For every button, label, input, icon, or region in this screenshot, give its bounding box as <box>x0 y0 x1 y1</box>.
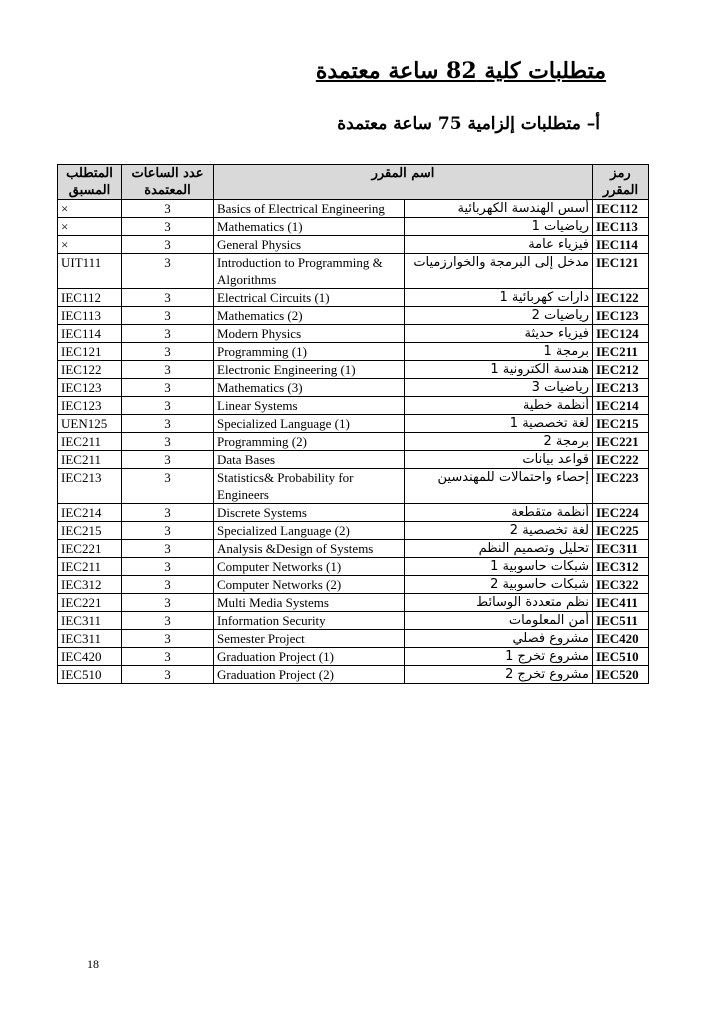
hours-cell: 3 <box>122 236 214 254</box>
hours-cell: 3 <box>122 522 214 540</box>
course-name-ar: شبكات حاسوبية 2 <box>405 576 593 594</box>
hours-cell: 3 <box>122 612 214 630</box>
hours-cell: 3 <box>122 469 214 504</box>
prereq-cell: IEC211 <box>58 451 122 469</box>
hours-cell: 3 <box>122 361 214 379</box>
course-name-ar: مشروع فصلي <box>405 630 593 648</box>
course-code: IEC112 <box>593 200 649 218</box>
section-subtitle: أ– متطلبات إلزامية 75 ساعة معتمدة <box>337 114 600 134</box>
table-row <box>58 522 649 540</box>
hours-cell: 3 <box>122 307 214 325</box>
prereq-cell: × <box>58 218 122 236</box>
course-name-en: Computer Networks (2) <box>214 576 405 594</box>
course-name-ar: قواعد بيانات <box>405 451 593 469</box>
course-code: IEC221 <box>593 433 649 451</box>
prereq-cell: × <box>58 236 122 254</box>
course-name-en: Programming (2) <box>214 433 405 451</box>
page-number: 18 <box>87 957 99 971</box>
course-code: IEC311 <box>593 540 649 558</box>
hours-cell: 3 <box>122 451 214 469</box>
prereq-cell: IEC221 <box>58 594 122 612</box>
course-name-en: Linear Systems <box>214 397 405 415</box>
hours-cell: 3 <box>122 343 214 361</box>
course-code: IEC114 <box>593 236 649 254</box>
course-name-ar: برمجة 1 <box>405 343 593 361</box>
hours-cell: 3 <box>122 540 214 558</box>
course-code: IEC213 <box>593 379 649 397</box>
course-name-ar: أنظمة متقطعة <box>405 504 593 522</box>
prereq-cell: IEC113 <box>58 307 122 325</box>
course-name-en: Introduction to Programming & Algorithms <box>214 254 405 289</box>
prereq-cell: IEC420 <box>58 648 122 666</box>
course-code: IEC123 <box>593 307 649 325</box>
course-name-en: Graduation Project (2) <box>214 666 405 684</box>
course-name-en: Electronic Engineering (1) <box>214 361 405 379</box>
header-prereq: المتطلب المسبق <box>58 165 122 200</box>
course-name-ar: رياضيات 1 <box>405 218 593 236</box>
hours-cell: 3 <box>122 325 214 343</box>
course-code: IEC511 <box>593 612 649 630</box>
prereq-cell: IEC221 <box>58 540 122 558</box>
prereq-cell: IEC211 <box>58 433 122 451</box>
course-name-ar: هندسة الكترونية 1 <box>405 361 593 379</box>
hours-cell: 3 <box>122 397 214 415</box>
hours-cell: 3 <box>122 289 214 307</box>
table-row <box>58 666 649 684</box>
course-code: IEC214 <box>593 397 649 415</box>
course-code: IEC510 <box>593 648 649 666</box>
prereq-cell: IEC311 <box>58 612 122 630</box>
course-name-en: Specialized Language (1) <box>214 415 405 433</box>
hours-cell: 3 <box>122 379 214 397</box>
table-row <box>58 325 649 343</box>
table-row <box>58 200 649 218</box>
course-name-ar: دارات كهربائية 1 <box>405 289 593 307</box>
course-name-ar: لغة تخصصية 1 <box>405 415 593 433</box>
hours-cell: 3 <box>122 666 214 684</box>
prereq-cell: IEC510 <box>58 666 122 684</box>
course-name-ar: لغة تخصصية 2 <box>405 522 593 540</box>
header-hours: عدد الساعات المعتمدة <box>122 165 214 200</box>
table-row <box>58 451 649 469</box>
course-name-ar: أسس الهندسة الكهربائية <box>405 200 593 218</box>
course-name-ar: مشروع تخرج 1 <box>405 648 593 666</box>
course-name-en: Modern Physics <box>214 325 405 343</box>
prereq-cell: UIT111 <box>58 254 122 289</box>
table-row <box>58 289 649 307</box>
table-row <box>58 612 649 630</box>
course-name-en: Mathematics (1) <box>214 218 405 236</box>
course-name-en: General Physics <box>214 236 405 254</box>
course-name-ar: أنظمة خطية <box>405 397 593 415</box>
course-code: IEC411 <box>593 594 649 612</box>
course-name-ar: أمن المعلومات <box>405 612 593 630</box>
table-row <box>58 361 649 379</box>
table-row <box>58 254 649 289</box>
course-name-ar: رياضيات 3 <box>405 379 593 397</box>
prereq-cell: IEC213 <box>58 469 122 504</box>
hours-cell: 3 <box>122 218 214 236</box>
prereq-cell: IEC112 <box>58 289 122 307</box>
hours-cell: 3 <box>122 504 214 522</box>
hours-cell: 3 <box>122 648 214 666</box>
course-name-en: Semester Project <box>214 630 405 648</box>
course-name-ar: برمجة 2 <box>405 433 593 451</box>
prereq-cell: IEC123 <box>58 397 122 415</box>
course-name-en: Graduation Project (1) <box>214 648 405 666</box>
table-row <box>58 433 649 451</box>
course-name-ar: إحصاء واحتمالات للمهندسين <box>405 469 593 504</box>
course-code: IEC122 <box>593 289 649 307</box>
table-row <box>58 469 649 504</box>
hours-cell: 3 <box>122 558 214 576</box>
course-name-en: Basics of Electrical Engineering <box>214 200 405 218</box>
table-row <box>58 218 649 236</box>
table-row <box>58 236 649 254</box>
course-name-ar: نظم متعددة الوسائط <box>405 594 593 612</box>
course-name-en: Data Bases <box>214 451 405 469</box>
course-code: IEC322 <box>593 576 649 594</box>
course-name-en: Mathematics (3) <box>214 379 405 397</box>
course-name-en: Specialized Language (2) <box>214 522 405 540</box>
course-name-ar: تحليل وتصميم النظم <box>405 540 593 558</box>
course-code: IEC222 <box>593 451 649 469</box>
course-name-en: Statistics& Probability for Engineers <box>214 469 405 504</box>
course-code: IEC224 <box>593 504 649 522</box>
course-code: IEC312 <box>593 558 649 576</box>
table-row <box>58 540 649 558</box>
course-code: IEC121 <box>593 254 649 289</box>
course-name-en: Mathematics (2) <box>214 307 405 325</box>
hours-cell: 3 <box>122 594 214 612</box>
table-row <box>58 343 649 361</box>
course-name-ar: رياضيات 2 <box>405 307 593 325</box>
course-name-en: Multi Media Systems <box>214 594 405 612</box>
header-code: رمز المقرر <box>593 165 649 200</box>
prereq-cell: IEC215 <box>58 522 122 540</box>
course-name-en: Programming (1) <box>214 343 405 361</box>
prereq-cell: IEC121 <box>58 343 122 361</box>
table-row <box>58 648 649 666</box>
hours-cell: 3 <box>122 415 214 433</box>
table-row <box>58 307 649 325</box>
table-row <box>58 630 649 648</box>
table-row <box>58 397 649 415</box>
prereq-cell: IEC123 <box>58 379 122 397</box>
course-name-en: Electrical Circuits (1) <box>214 289 405 307</box>
course-code: IEC212 <box>593 361 649 379</box>
table-row <box>58 415 649 433</box>
table-row <box>58 558 649 576</box>
hours-cell: 3 <box>122 630 214 648</box>
table-row <box>58 504 649 522</box>
course-code: IEC211 <box>593 343 649 361</box>
course-code: IEC223 <box>593 469 649 504</box>
course-code: IEC124 <box>593 325 649 343</box>
course-code: IEC113 <box>593 218 649 236</box>
courses-table-body <box>58 165 649 684</box>
hours-cell: 3 <box>122 576 214 594</box>
hours-cell: 3 <box>122 254 214 289</box>
course-name-en: Information Security <box>214 612 405 630</box>
prereq-cell: IEC311 <box>58 630 122 648</box>
prereq-cell: × <box>58 200 122 218</box>
course-code: IEC420 <box>593 630 649 648</box>
hours-cell: 3 <box>122 433 214 451</box>
course-name-ar: مدخل إلى البرمجة والخوارزميات <box>405 254 593 289</box>
courses-table <box>57 164 649 684</box>
course-code: IEC215 <box>593 415 649 433</box>
course-code: IEC520 <box>593 666 649 684</box>
prereq-cell: IEC114 <box>58 325 122 343</box>
course-name-ar: فيزياء عامة <box>405 236 593 254</box>
header-course-name: اسم المقرر <box>214 165 593 200</box>
table-row <box>58 594 649 612</box>
table-header-row <box>58 165 649 200</box>
course-code: IEC225 <box>593 522 649 540</box>
course-name-en: Discrete Systems <box>214 504 405 522</box>
page-title: متطلبات كلية 82 ساعة معتمدة <box>315 58 606 84</box>
course-name-ar: شبكات حاسوبية 1 <box>405 558 593 576</box>
course-name-en: Computer Networks (1) <box>214 558 405 576</box>
prereq-cell: IEC211 <box>58 558 122 576</box>
prereq-cell: IEC214 <box>58 504 122 522</box>
hours-cell: 3 <box>122 200 214 218</box>
course-name-ar: فيزياء حديثة <box>405 325 593 343</box>
prereq-cell: IEC312 <box>58 576 122 594</box>
prereq-cell: IEC122 <box>58 361 122 379</box>
course-name-ar: مشروع تخرج 2 <box>405 666 593 684</box>
table-row <box>58 379 649 397</box>
prereq-cell: UEN125 <box>58 415 122 433</box>
course-name-en: Analysis &Design of Systems <box>214 540 405 558</box>
table-row <box>58 576 649 594</box>
